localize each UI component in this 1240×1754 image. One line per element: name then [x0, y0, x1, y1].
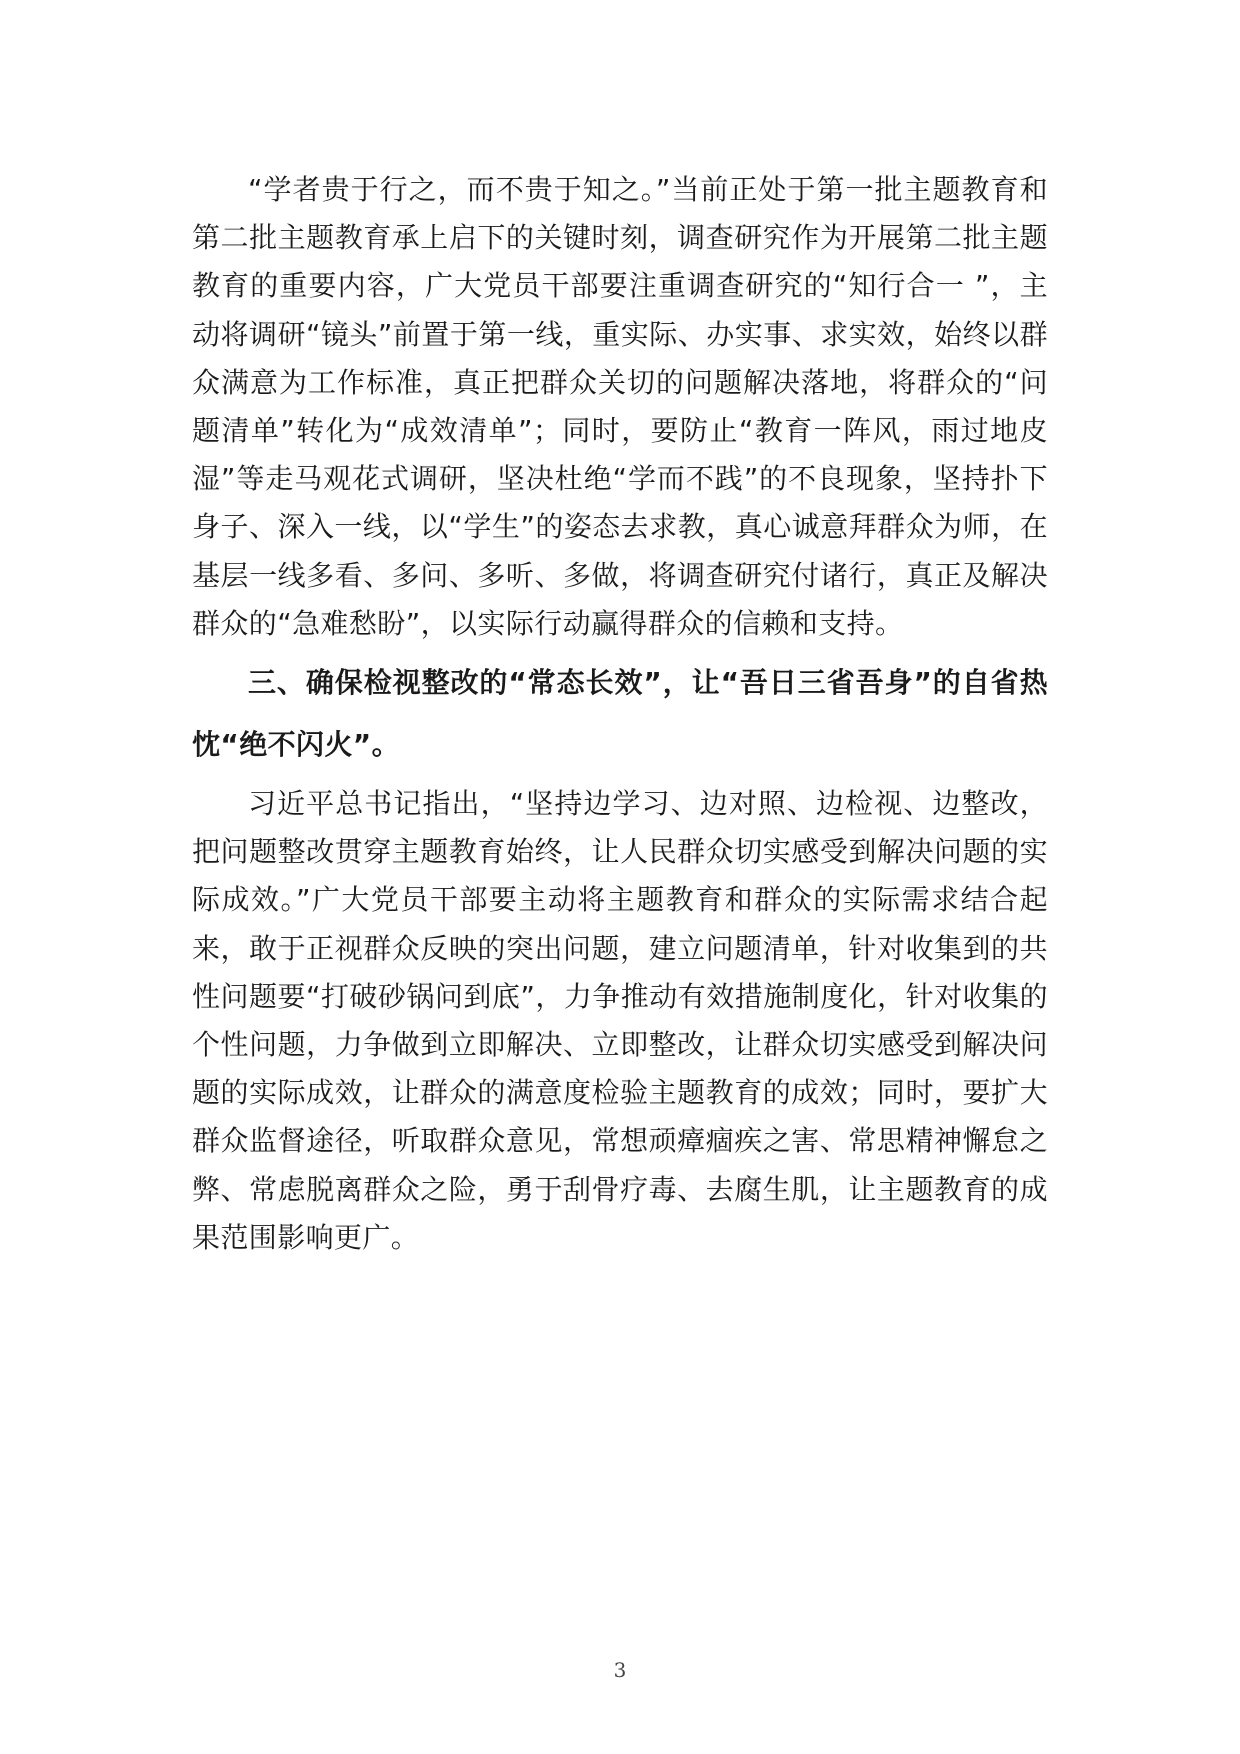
section-heading: 三、确保检视整改的“常态长效”，让“吾日三省吾身”的自省热忱“绝不闪火”。 [192, 666, 1048, 762]
body-paragraph: 习近平总书记指出，“坚持边学习、边对照、边检视、边整改，把问题整改贯穿主题教育始终，让人民群众切实感受到解决问题的实际成效。”广大党员干部要主动将主题教育和群众的实际需求结合起来，敢于正视群众反映的突出问题，建立问题清单，针对收集到的共性问题要“打破砂锅问到底”，力争推动有效措施制度化，针对收集的个性问题，力争做到立即解决、立即整改，让群众切实感受到解决问题的实际成效，让群众的满意度检验主题教育的成效；同时，要扩大群众监督途径，听取群众意见，常想顽瘴痼疾之害、常思精神懈怠之弊、常虑脱离群众之险，勇于刮骨疗毒、去腐生肌，让主题教育的成果范围影响更广。 [192, 787, 1048, 1254]
body-paragraph: “学者贵于行之，而不贵于知之。”当前正处于第一批主题教育和第二批主题教育承上启下的关键时刻，调查研究作为开展第二批主题教育的重要内容，广大党员干部要注重调查研究的“知行合一 ”，主动将调研“镜头”前置于第一线，重实际、办实事、求实效，始终以群众满意为工作标准，真正把群众关切的问题解决落地，将群众的“问题清单”转化为“成效清单”；同时，要防止“教育一阵风，雨过地皮湿”等走马观花式调研，坚决杜绝“学而不践”的不良现象，坚持扑下身子、深入一线，以“学生”的姿态去求教，真心诚意拜群众为师，在基层一线多看、多问、多听、多做，将调查研究付诸行，真正及解决群众的“急难愁盼”，以实际行动赢得群众的信赖和支持。 [192, 173, 1048, 640]
page-number: 3 [613, 1658, 627, 1682]
document-body [192, 166, 1048, 1262]
